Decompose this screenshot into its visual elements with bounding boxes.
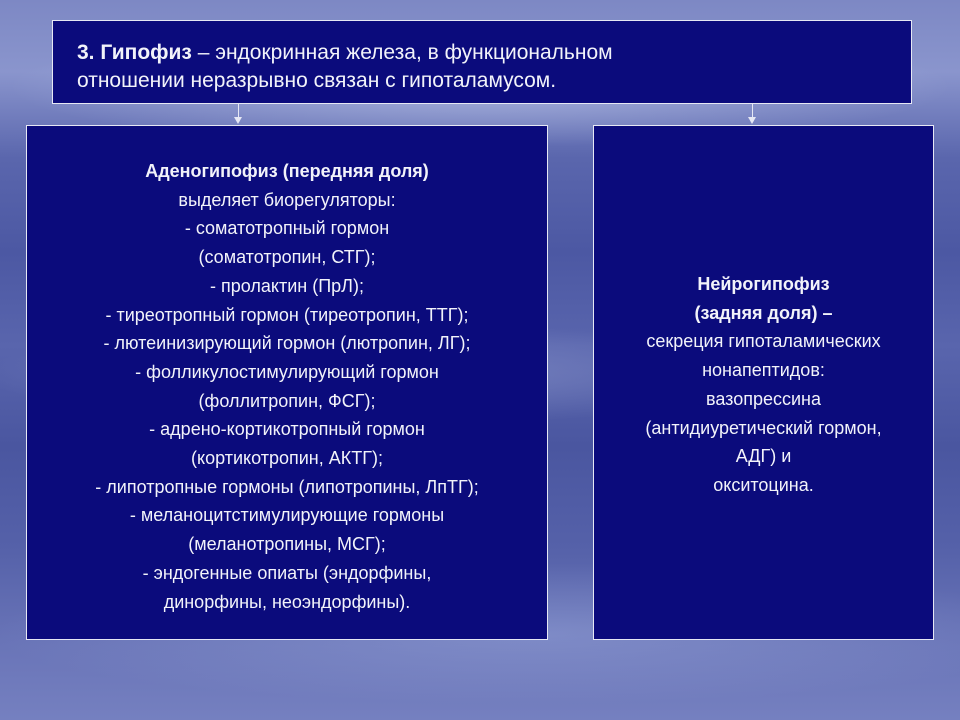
adeno-line: - лютеинизирующий гормон (лютропин, ЛГ); (103, 333, 471, 354)
adeno-line: - пролактин (ПрЛ); (210, 275, 364, 296)
adeno-line: (соматотропин, СТГ); (198, 247, 376, 268)
adeno-line: - тиреотропный гормон (тиреотропин, ТТГ); (105, 304, 469, 325)
neuro-line: АДГ) и (735, 446, 792, 467)
adeno-line: - меланоцитстимулирующие гормоны (129, 505, 445, 526)
title-line-2: отношении неразрывно связан с гипоталамусом. (77, 69, 557, 92)
neurohypophysis-heading: Нейрогипофиз (697, 274, 830, 294)
adeno-line: выделяет биорегуляторы: (178, 189, 396, 210)
arrow-right (752, 104, 753, 118)
adeno-line: (кортикотропин, АКТГ); (191, 448, 383, 469)
adeno-line: - липотропные гормоны (липотропины, ЛпТГ); (95, 476, 479, 497)
neurohypophysis-subheading: (задняя доля) – (694, 302, 833, 323)
adeno-line: - эндогенные опиаты (эндорфины, (142, 562, 432, 583)
adeno-line: - соматотропный гормон (184, 218, 390, 239)
adenohypophysis-box (26, 125, 548, 640)
adeno-line: динорфины, неоэндорфины). (163, 591, 411, 612)
neuro-line: (антидиуретический гормон, (645, 417, 882, 438)
adenohypophysis-heading: Аденогипофиз (передняя доля) (145, 161, 429, 181)
neuro-line: окситоцина. (713, 474, 814, 495)
adeno-line: (фоллитропин, ФСГ); (198, 390, 376, 411)
title-bold: 3. Гипофиз (77, 41, 192, 64)
neuro-line: вазопрессина (705, 388, 821, 409)
adeno-line: (меланотропины, МСГ); (188, 534, 386, 555)
title-rest: – эндокринная железа, в функциональном (191, 41, 613, 64)
neuro-line: секреция гипоталамических (646, 331, 881, 352)
adeno-line: - фолликулостимулирующий гормон (135, 361, 439, 382)
adeno-line: - адрено-кортикотропный гормон (149, 419, 425, 440)
title-line-1 (77, 39, 887, 67)
arrow-left (238, 104, 239, 118)
neuro-line: нонапептидов: (702, 360, 825, 381)
neurohypophysis-box (593, 125, 934, 640)
title-box (52, 20, 912, 104)
